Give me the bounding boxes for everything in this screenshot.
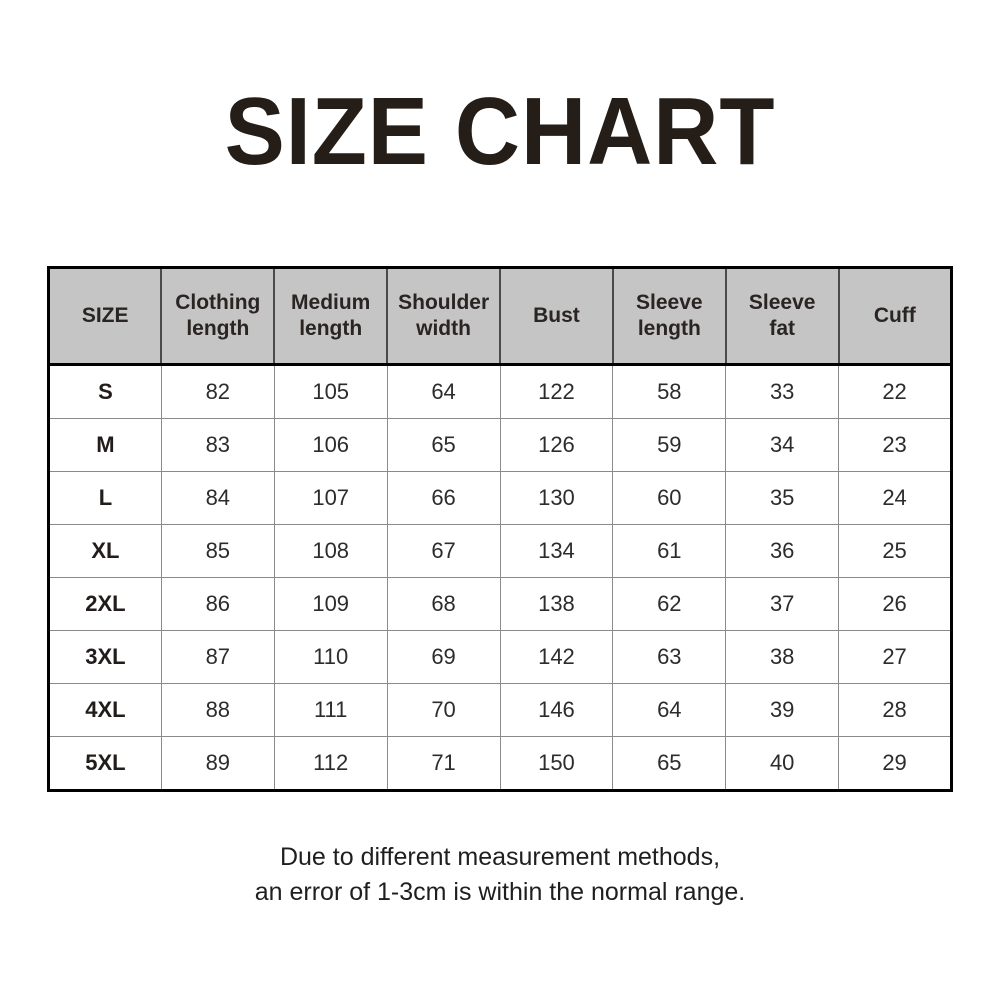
- measurement-cell: 40: [726, 737, 839, 791]
- measurement-cell: 65: [387, 419, 500, 472]
- measurement-cell: 24: [839, 472, 952, 525]
- measurement-cell: 88: [161, 684, 274, 737]
- size-label-cell: L: [49, 472, 162, 525]
- measurement-cell: 146: [500, 684, 613, 737]
- measurement-cell: 59: [613, 419, 726, 472]
- measurement-cell: 37: [726, 578, 839, 631]
- measurement-cell: 64: [613, 684, 726, 737]
- measurement-cell: 110: [274, 631, 387, 684]
- measurement-cell: 66: [387, 472, 500, 525]
- measurement-cell: 112: [274, 737, 387, 791]
- table-row: [49, 472, 952, 525]
- size-label-cell: 4XL: [49, 684, 162, 737]
- measurement-cell: 62: [613, 578, 726, 631]
- measurement-cell: 70: [387, 684, 500, 737]
- table-row: [49, 419, 952, 472]
- measurement-cell: 23: [839, 419, 952, 472]
- measurement-cell: 106: [274, 419, 387, 472]
- measurement-cell: 26: [839, 578, 952, 631]
- measurement-cell: 126: [500, 419, 613, 472]
- measurement-cell: 35: [726, 472, 839, 525]
- measurement-cell: 138: [500, 578, 613, 631]
- measurement-cell: 87: [161, 631, 274, 684]
- page-title: SIZE CHART: [224, 78, 776, 185]
- table-row: [49, 631, 952, 684]
- size-label-cell: 3XL: [49, 631, 162, 684]
- measurement-cell: 71: [387, 737, 500, 791]
- measurement-cell: 86: [161, 578, 274, 631]
- measurement-cell: 84: [161, 472, 274, 525]
- measurement-cell: 63: [613, 631, 726, 684]
- footer-note-line1: Due to different measurement methods,: [279, 843, 721, 871]
- measurement-cell: 67: [387, 525, 500, 578]
- measurement-cell: 68: [387, 578, 500, 631]
- measurement-cell: 130: [500, 472, 613, 525]
- column-header: Sleeve fat: [726, 268, 839, 365]
- measurement-cell: 28: [839, 684, 952, 737]
- measurement-cell: 36: [726, 525, 839, 578]
- size-table-body: [49, 365, 952, 791]
- table-row: [49, 737, 952, 791]
- column-header: Shoulder width: [387, 268, 500, 365]
- size-label-cell: M: [49, 419, 162, 472]
- column-header: Bust: [500, 268, 613, 365]
- measurement-cell: 142: [500, 631, 613, 684]
- measurement-cell: 111: [274, 684, 387, 737]
- header-row: [49, 268, 952, 365]
- measurement-cell: 89: [161, 737, 274, 791]
- column-header: SIZE: [49, 268, 162, 365]
- measurement-cell: 34: [726, 419, 839, 472]
- measurement-cell: 60: [613, 472, 726, 525]
- size-label-cell: XL: [49, 525, 162, 578]
- measurement-cell: 69: [387, 631, 500, 684]
- measurement-cell: 107: [274, 472, 387, 525]
- column-header: Sleeve length: [613, 268, 726, 365]
- footer-note-line2: an error of 1-3cm is within the normal range.: [254, 877, 746, 906]
- measurement-cell: 64: [387, 365, 500, 419]
- measurement-cell: 108: [274, 525, 387, 578]
- size-label-cell: 2XL: [49, 578, 162, 631]
- measurement-cell: 29: [839, 737, 952, 791]
- table-row: [49, 525, 952, 578]
- measurement-cell: 39: [726, 684, 839, 737]
- footer-note: [0, 840, 1000, 909]
- size-table-header: [49, 268, 952, 365]
- column-header: Cuff: [839, 268, 952, 365]
- measurement-cell: 85: [161, 525, 274, 578]
- measurement-cell: 27: [839, 631, 952, 684]
- table-row: [49, 365, 952, 419]
- measurement-cell: 25: [839, 525, 952, 578]
- size-table: [47, 266, 953, 792]
- measurement-cell: 83: [161, 419, 274, 472]
- measurement-cell: 122: [500, 365, 613, 419]
- size-label-cell: 5XL: [49, 737, 162, 791]
- table-row: [49, 578, 952, 631]
- measurement-cell: 65: [613, 737, 726, 791]
- measurement-cell: 134: [500, 525, 613, 578]
- column-header: Clothing length: [161, 268, 274, 365]
- measurement-cell: 38: [726, 631, 839, 684]
- measurement-cell: 109: [274, 578, 387, 631]
- measurement-cell: 150: [500, 737, 613, 791]
- measurement-cell: 82: [161, 365, 274, 419]
- size-label-cell: S: [49, 365, 162, 419]
- measurement-cell: 58: [613, 365, 726, 419]
- column-header: Medium length: [274, 268, 387, 365]
- measurement-cell: 61: [613, 525, 726, 578]
- measurement-cell: 105: [274, 365, 387, 419]
- measurement-cell: 22: [839, 365, 952, 419]
- table-row: [49, 684, 952, 737]
- measurement-cell: 33: [726, 365, 839, 419]
